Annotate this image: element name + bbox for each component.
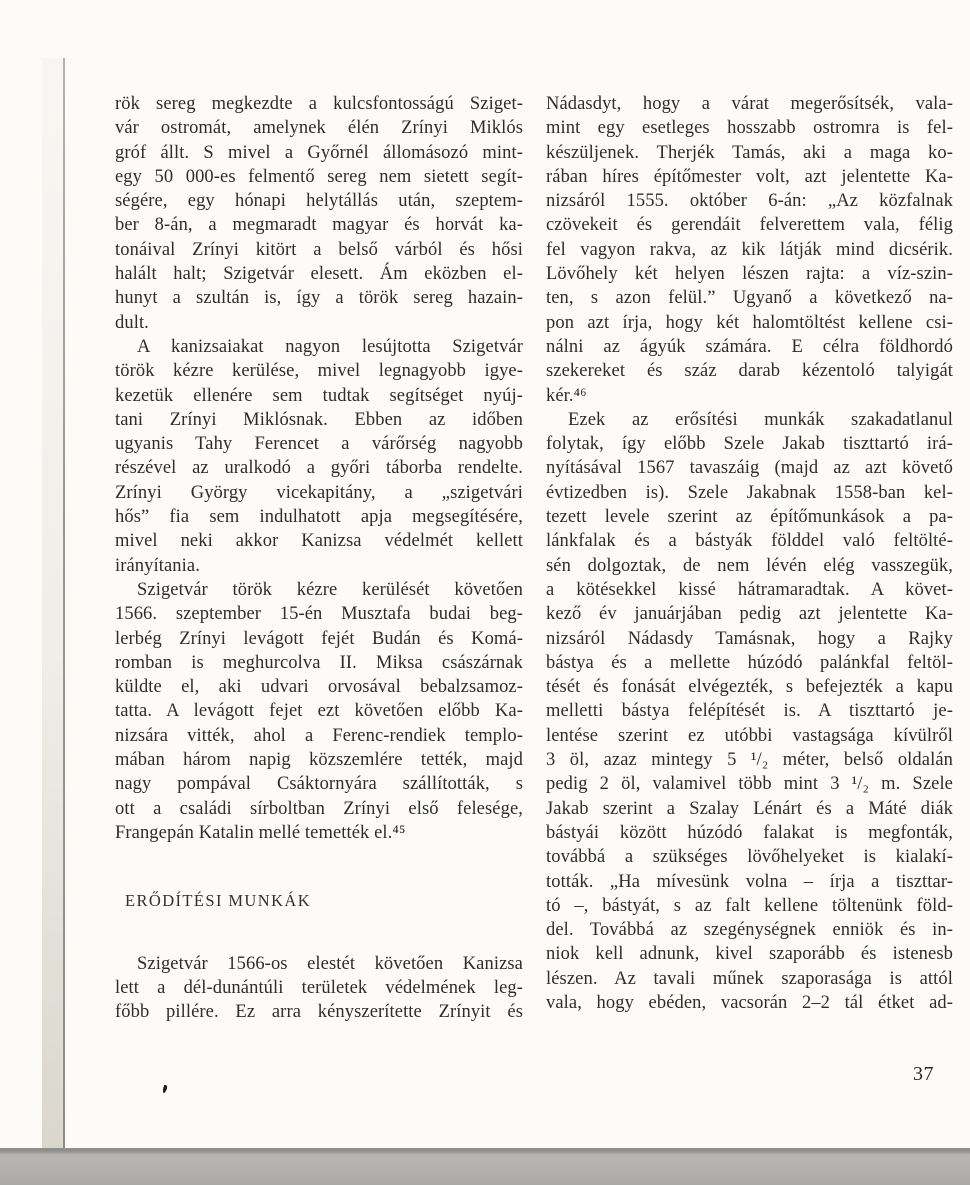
section-heading: ERŐDÍTÉSI MUNKÁK (125, 891, 312, 911)
text-line: Ezek az erősítési munkák szakadatlanul (568, 409, 953, 430)
right-text-column (546, 92, 953, 1015)
paragraph (546, 92, 953, 408)
spine-shadow (42, 58, 64, 1150)
text-line: folytak, így előbb Szele Jakab tiszttartó irá- (546, 434, 953, 455)
paragraph (115, 335, 523, 578)
text-line: egy 50 000-es felmentő sereg nem sietett segít- (115, 166, 523, 187)
text-line: 1566. szeptember 15-én Musztafa budai beg- (115, 604, 523, 625)
ink-speck (162, 1085, 167, 1093)
text-line: nizsáról 1555. október 6-án: „Az közfalnak (546, 191, 953, 212)
spine-edge-line (63, 58, 65, 1150)
text-line: Szigetvár török kézre kerülését követően (137, 579, 523, 600)
text-line: nagy pompával Csáktornyára szállították, s (115, 774, 523, 795)
text-line: lánkfalak és a bástyák földdel való feltölté- (546, 531, 953, 552)
text-line: a kötésekkel kissé hátramaradtak. A követ- (546, 579, 953, 600)
text-line: tatta. A levágott fejet ezt követően előbb Ka- (115, 701, 523, 722)
text-line: halált halt; Szigetvár elesett. Ám eközben el- (115, 264, 523, 285)
text-line: rök sereg megkezdte a kulcsfontosságú Sziget- (115, 94, 523, 114)
text-line: melletti bástya felépítését is. A tiszttartó je- (546, 701, 953, 722)
scan-bottom-edge (0, 1148, 970, 1185)
text-line: nálni az ágyúk számára. E célra földhordó (546, 336, 953, 357)
text-line: tését és fonását elvégezték, s befejezték a kapu (546, 677, 953, 698)
text-line: fel vagyon rakva, az kik látják mind dicsérik. (546, 239, 953, 260)
text-line: ségére, egy hónapi helytállás után, szeptem- (115, 191, 523, 212)
text-line: mivel neki akkor Kanizsa védelmét kellett (115, 531, 523, 552)
text-line: romban is meghurcolva II. Miksa császárnak (115, 652, 523, 673)
text-line: pon azt írja, hogy két halomtöltést kellene csi- (546, 312, 953, 333)
text-line: lentése szerint ez utóbbi vastagsága kívülről (546, 725, 953, 746)
text-line: Szigetvár 1566-os elestét követően Kanizsa (137, 953, 523, 974)
text-line: A kanizsaiakat nagyon lesújtotta Szigetvár (137, 336, 523, 357)
text-line: kezetük ellenére sem tudtak segítséget nyúj- (115, 385, 523, 406)
text-line: nizsára vitték, ahol a Ferenc-rendiek templo- (115, 725, 523, 746)
paragraph (546, 408, 953, 1015)
text-line: dult. (115, 312, 149, 333)
text-line: mint egy esetleges hosszabb ostromra is fel- (546, 118, 953, 139)
text-line: vala, hogy ebéden, vacsorán 2–2 tál étket ad- (546, 992, 953, 1013)
text-line: 3 öl, azaz mintegy 5 ¹/₂ méter, belső oldalán (546, 750, 953, 771)
text-line: irányítania. (115, 555, 200, 576)
text-line: lészen. Az tavali műnek szaporasága is attól (546, 968, 953, 989)
text-line: rában híres építőmester volt, azt jelentette Ka- (546, 166, 953, 187)
text-line: tezett levele szerint az építőmunkások a pa- (546, 507, 953, 528)
text-line: továbbá a szükséges lövőhelyeket is kialakí- (546, 847, 953, 868)
text-line: mában három napig közszemlére tették, majd (115, 750, 523, 771)
text-line: tani Zrínyi Miklósnak. Ebben az időben (115, 409, 523, 430)
text-line: török kézre kerülése, mivel legnagyobb igye- (115, 361, 523, 382)
text-line: pedig 2 öl, valamivel több mint 3 ¹/₂ m. Szele (546, 774, 953, 795)
text-line: Frangepán Katalin mellé temették el.⁴⁵ (115, 822, 406, 843)
paragraph (115, 952, 523, 1025)
text-line: főbb pillére. Ez arra kényszerítette Zrínyit és (115, 1002, 523, 1023)
text-line: vár ostromát, amelynek élén Zrínyi Miklós (115, 118, 523, 139)
paragraph (115, 92, 523, 335)
text-line: kező év januárjában pedig azt jelentette Ka- (546, 604, 953, 625)
paragraph (115, 578, 523, 845)
left-text-column (115, 92, 523, 1024)
text-line: del. Továbbá az szegénységnek enniök és in- (546, 920, 953, 941)
text-line: Jakab szerint a Szalay Lénárt és a Máté diák (546, 798, 953, 819)
text-line: gróf állt. S mivel a Győrnél állomásozó mint- (115, 142, 523, 163)
text-line: Zrínyi György vicekapitány, a „szigetvári (115, 482, 523, 503)
text-line: évtizedben is). Szele Jakabnak 1558-ban kel- (546, 482, 953, 503)
text-line: Lövőhely két helyen lészen rajta: a víz-szin- (546, 264, 953, 285)
text-line: tó –, bástyát, s az falt kellene töltenünk föld- (546, 895, 953, 916)
text-line: ott a családi sírboltban Zrínyi első felesége, (115, 798, 523, 819)
text-line: nizsáról Nádasdy Tamásnak, hogy a Rajky (546, 628, 953, 649)
text-line: hunyt a szultán is, így a török sereg hazain- (115, 288, 523, 309)
text-line: ten, s azon felül.” Ugyanő a következő na- (546, 288, 953, 309)
page-number: 37 (913, 1063, 934, 1085)
text-line: bástya és a mellette húzódó palánkfal feltöl- (546, 652, 953, 673)
text-line: lett a dél-dunántúli területek védelmének leg- (115, 977, 523, 998)
text-line: czövekeit és gerendáit felverettem vala, félig (546, 215, 953, 236)
text-line: részével az uralkodó a győri táborba rendelte. (115, 458, 523, 479)
text-line: bástyái között húzódó falakat is megfonták, (546, 822, 953, 843)
text-line: készüljenek. Therjék Tamás, aki a maga ko- (546, 142, 953, 163)
text-line: ber 8-án, a megmaradt magyar és horvát ka- (115, 215, 523, 236)
text-line: küldte el, aki udvari orvosával bebalzsamoz- (115, 677, 523, 698)
text-line: lerbég Zrínyi levágott fejét Budán és Komá- (115, 628, 523, 649)
text-line: ugyanis Tahy Ferencet a várőrség nagyobb (115, 434, 523, 455)
text-line: hős” fia sem indulhatott apja megsegítésére, (115, 507, 523, 528)
text-line: Nádasdyt, hogy a várat megerősítsék, vala- (546, 94, 953, 114)
text-line: kér.⁴⁶ (546, 385, 587, 406)
text-line: tonáival Zrínyi kitört a belső várból és hősi (115, 239, 523, 260)
text-line: sén dolgoztak, de nem lévén elég vasszegük, (546, 555, 953, 576)
text-line: tották. „Ha mívesünk volna – írja a tiszttar- (546, 871, 953, 892)
text-line: szekereket és száz darab kézentoló talyigát (546, 361, 953, 382)
text-line: nyításával 1567 tavaszáig (majd az azt követő (546, 458, 953, 479)
text-line: niok kell adnunk, kivel szaporább és istenesb (546, 944, 953, 965)
